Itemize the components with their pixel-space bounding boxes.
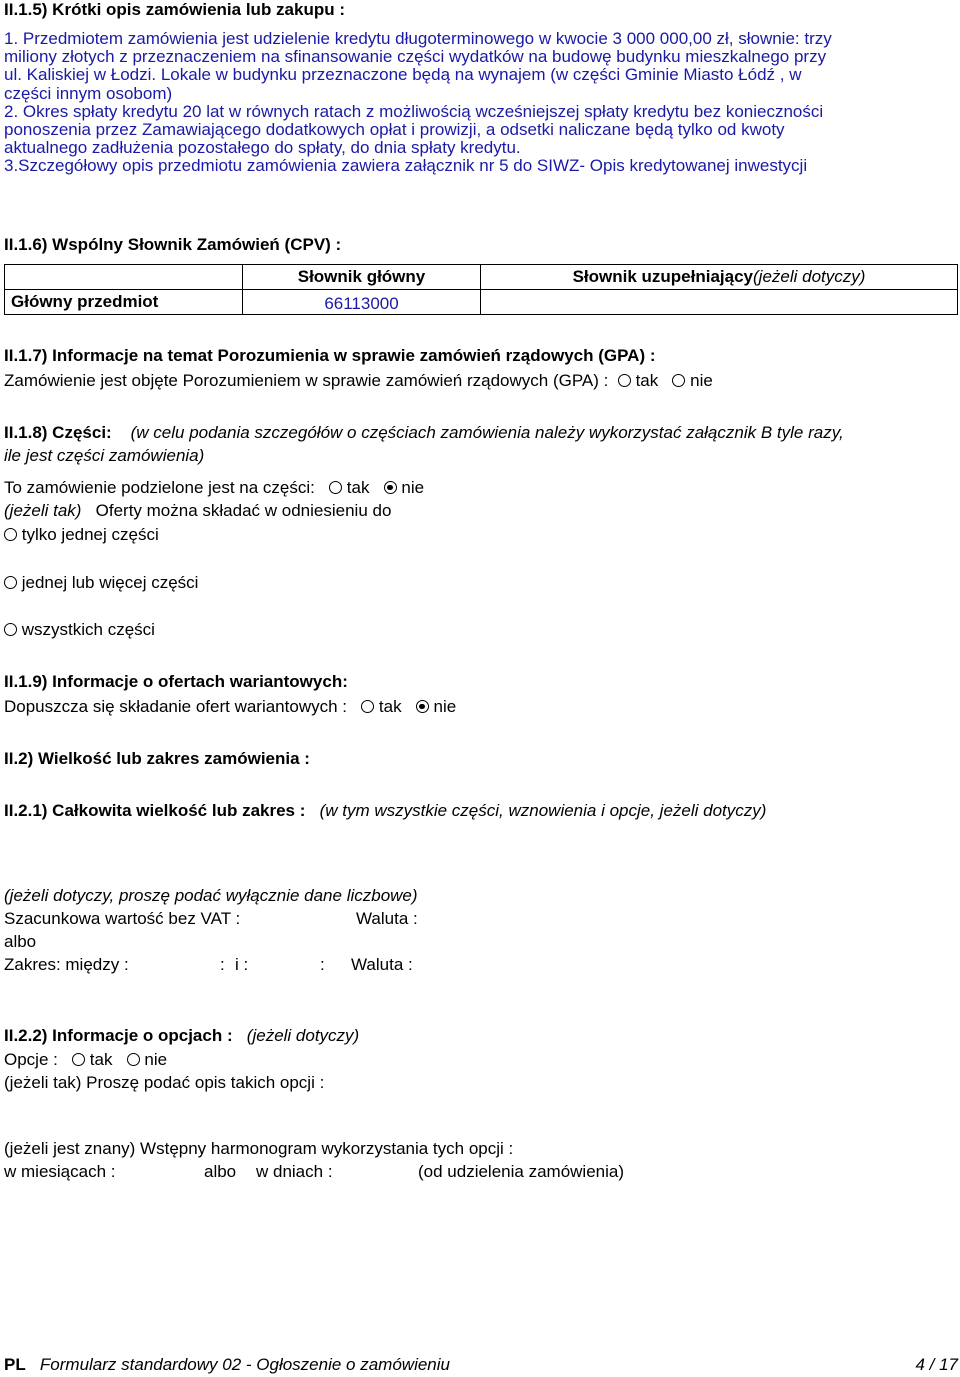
numeric-note: (jeżeli dotyczy, proszę podać wyłącznie dane liczbowe) [4,886,418,905]
section-ii-2-1-row [4,801,766,821]
options-yes-radio[interactable] [72,1053,85,1066]
variants-row [4,697,456,717]
all-parts-radio[interactable] [4,623,17,636]
description-line: ul. Kaliskiej w Łodzi. Lokale w budynku przeznaczone będą na wynajem (w części Gminie Miasto Łódź , w [4,65,802,85]
gpa-question: Zamówienie jest objęte Porozumieniem w sprawie zamówień rządowych (GPA) : [4,371,609,390]
all-parts-label: wszystkich części [21,620,155,639]
offers-label: Oferty można składać w odniesieniu do [95,501,392,520]
one-part-radio[interactable] [4,528,17,541]
variants-no-radio[interactable] [416,700,429,713]
cpv-main-header: Słownik główny [243,265,481,290]
range-colon: : [220,955,225,974]
range-and: i : [235,955,249,974]
options-no-label: nie [144,1050,168,1069]
footer-page-number: 4 / 17 [915,1355,958,1374]
one-or-more-label: jednej lub więcej części [21,573,199,592]
cpv-code-value: 66113000 [324,294,399,313]
description-line: 1. Przedmiotem zamówienia jest udzielenie kredytu długoterminowego w kwocie 3 000 000,00 zł, słownie: trzy [4,29,832,48]
range-colon-2: : [320,955,325,974]
variants-no-label: nie [433,697,457,716]
cpv-supp-note: (jeżeli dotyczy) [753,267,866,286]
footer-form-title: Formularz standardowy 02 - Ogłoszenie o zamówieniu [39,1355,450,1374]
footer-lang: PL [4,1355,26,1374]
parts-question: To zamówienie podzielone jest na części: [4,478,315,497]
cpv-table [4,264,958,315]
section-ii-1-8-heading: II.1.8) Części: [4,423,112,442]
description-line: 3.Szczegółowy opis przedmiotu zamówienia zawiera załącznik nr 5 do SIWZ- Opis kredytowanej inwestycji [4,156,808,176]
description-line: 2. Okres spłaty kredytu 20 lat w równych ratach z możliwością wcześniejszej spłaty kredytu bez konieczności [4,101,824,121]
options-schedule: (jeżeli jest znany) Wstępny harmonogram wykorzystania tych opcji : [4,1139,514,1158]
variants-yes-radio[interactable] [361,700,374,713]
cpv-supp-header [481,265,958,290]
options-row [4,1050,167,1070]
days-label: w dniach : [256,1162,333,1181]
section-ii-1-7-heading: II.1.7) Informacje na temat Porozumienia w sprawie zamówień rządowych (GPA) : [4,346,656,365]
section-ii-2-1-heading: II.2.1) Całkowita wielkość lub zakres : [4,801,306,820]
gpa-no-radio[interactable] [672,374,685,387]
offer-option-all [4,620,155,640]
description-line: aktualnego zadłużenia pozostałego do spłaty, do dnia spłaty kredytu. [4,138,521,158]
section-ii-2-heading: II.2) Wielkość lub zakres zamówienia : [4,749,310,768]
parts-no-label: nie [401,478,425,497]
cpv-row-label: Główny przedmiot [5,290,243,315]
parts-no-radio[interactable] [384,481,397,494]
section-ii-2-2-row [4,1026,359,1046]
from-award-note: (od udzielenia zamówienia) [418,1162,625,1181]
estimate-label: Szacunkowa wartość bez VAT : [4,909,241,928]
one-part-label: tylko jednej części [21,525,159,544]
or-text: albo [4,932,37,951]
cpv-supp-value [481,290,958,315]
offers-row [4,501,391,521]
variants-question: Dopuszcza się składanie ofert wariantowych : [4,697,347,716]
cpv-main-code [243,290,481,315]
options-heading-note: (jeżeli dotyczy) [246,1026,360,1045]
gpa-yes-label: tak [635,371,659,390]
range-currency-label: Waluta : [351,955,413,974]
description-line: ponoszenia przez Zamawiającego dodatkowych opłat i prowizji, a odsetki naliczane będą tylko od kwoty [4,120,785,140]
scope-note: (w tym wszystkie części, wznowienia i opcje, jeżeli dotyczy) [319,801,767,820]
gpa-question-row [4,371,713,391]
one-or-more-radio[interactable] [4,576,17,589]
parts-note: (w celu podania szczegółów o częściach zamówienia należy wykorzystać załącznik B tyle razy, [130,423,844,442]
parts-question-row [4,478,424,498]
variants-yes-label: tak [378,697,402,716]
cpv-supp-label: Słownik uzupełniający [572,267,753,286]
section-ii-1-8-heading-row [4,423,844,443]
contract-description [4,30,952,176]
page-footer [4,1355,958,1375]
section-ii-1-9-heading: II.1.9) Informacje o ofertach wariantowych: [4,672,348,691]
parts-note-continued: ile jest części zamówienia) [4,446,205,465]
parts-yes-radio[interactable] [329,481,342,494]
options-no-radio[interactable] [127,1053,140,1066]
section-ii-2-2-heading: II.2.2) Informacje o opcjach : [4,1026,233,1045]
estimate-currency-label: Waluta : [356,909,418,928]
gpa-no-label: nie [690,371,713,390]
options-label: Opcje : [4,1050,58,1069]
if-yes-note: (jeżeli tak) [4,501,82,520]
options-describe: (jeżeli tak) Proszę podać opis takich opcji : [4,1073,325,1092]
cpv-empty-cell [5,265,243,290]
months-label: w miesiącach : [4,1162,116,1181]
options-yes-label: tak [89,1050,113,1069]
gpa-yes-radio[interactable] [618,374,631,387]
description-line: miliony złotych z przeznaczeniem na sfinansowanie części wydatków na budowę budynku mieszkalnego przy [4,47,827,67]
description-line: części innym osobom) [4,83,173,103]
parts-yes-label: tak [346,478,370,497]
offer-option-one [4,525,159,545]
months-or: albo [204,1162,237,1181]
range-label: Zakres: między : [4,955,129,974]
section-ii-1-5-heading: II.1.5) Krótki opis zamówienia lub zakupu : [4,0,345,19]
offer-option-one-or-more [4,573,198,593]
section-ii-1-6-heading: II.1.6) Wspólny Słownik Zamówień (CPV) : [4,235,342,254]
